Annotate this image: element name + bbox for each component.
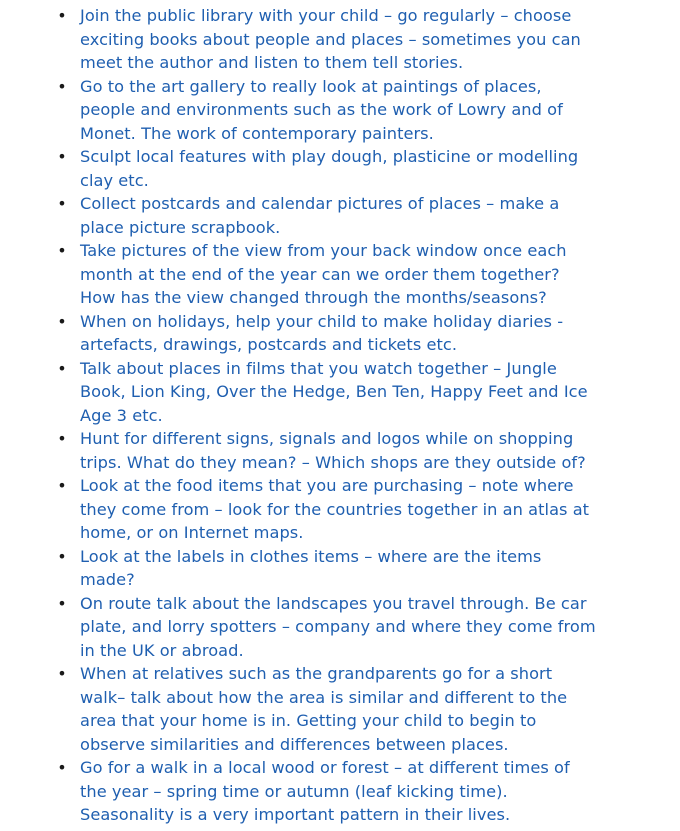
- list-item-text-line: How has the view changed through the months/seasons?: [80, 288, 547, 307]
- list-item-text-line: made?: [80, 570, 135, 589]
- list-item: [0, 4, 585, 75]
- list-item-text-line: the year – spring time or autumn (leaf kicking time).: [80, 781, 508, 801]
- bullet-icon: •: [57, 476, 67, 495]
- list-item-text-line: Book, Lion King, Over the Hedge, Ben Ten, Happy Feet and Ice: [80, 382, 588, 401]
- list-item-text-line: walk– talk about how the area is similar and different to the: [80, 687, 568, 707]
- list-item: [0, 474, 590, 545]
- list-item: [0, 75, 585, 146]
- bullet-icon: •: [57, 429, 67, 448]
- list-item-text-line: Sculpt local features with play dough, plasticine or modelling: [80, 147, 579, 166]
- bullet-icon: •: [57, 593, 67, 613]
- list-item: [0, 662, 585, 756]
- list-item: [0, 357, 588, 428]
- list-item-text-line: On route talk about the landscapes you travel through. Be car: [80, 593, 587, 613]
- list-item: [0, 192, 585, 239]
- bullet-icon: •: [57, 546, 67, 566]
- list-item-text-line: artefacts, drawings, postcards and tickets etc.: [80, 335, 458, 354]
- list-item-text-line: trips. What do they mean? – Which shops are they outside of?: [80, 452, 586, 472]
- list-item-text-line: people and environments such as the work of Lowry and of: [80, 100, 563, 119]
- list-item-text-line: Collect postcards and calendar pictures of places – make a: [80, 194, 560, 213]
- list-item-text-line: place picture scrapbook.: [80, 217, 281, 237]
- list-item: [0, 310, 585, 357]
- list-item: [0, 592, 596, 663]
- list-item-text-line: plate, and lorry spotters – company and where they come from: [80, 617, 596, 636]
- list-item-text-line: observe similarities and differences between places.: [80, 734, 509, 754]
- list-item-text-line: Take pictures of the view from your back window once each: [80, 241, 567, 260]
- list-item: [0, 427, 585, 474]
- list-item-text-line: Age 3 etc.: [80, 405, 163, 425]
- list-item-text-line: Monet. The work of contemporary painters.: [80, 123, 434, 143]
- bullet-icon: •: [57, 758, 67, 777]
- list-item-text-line: clay etc.: [80, 170, 149, 190]
- list-item-text-line: Go for a walk in a local wood or forest – at different times of: [80, 758, 570, 777]
- bullet-icon: •: [57, 311, 67, 331]
- bullet-icon: •: [57, 358, 67, 378]
- list-item-text-line: Seasonality is a very important pattern in their lives.: [80, 805, 511, 824]
- list-item: [0, 545, 585, 592]
- bullet-icon: •: [57, 76, 67, 96]
- list-item-text-line: month at the end of the year can we order them together?: [80, 264, 560, 284]
- list-item-text-line: Talk about places in films that you watch together – Jungle: [80, 358, 557, 378]
- list-item-text-line: they come from – look for the countries together in an atlas at: [80, 499, 590, 519]
- list-item-text-line: Look at the food items that you are purchasing – note where: [80, 476, 574, 495]
- list-item: [0, 239, 585, 310]
- list-item-text-line: Hunt for different signs, signals and logos while on shopping: [80, 429, 574, 448]
- list-item-text-line: Look at the labels in clothes items – where are the items: [80, 546, 542, 566]
- list-item-text-line: When at relatives such as the grandparents go for a short: [80, 664, 553, 683]
- bullet-icon: •: [57, 664, 67, 683]
- bullet-icon: •: [57, 241, 67, 260]
- list-item-text-line: Join the public library with your child – go regularly – choose: [80, 6, 572, 25]
- list-item-text-line: Go to the art gallery to really look at paintings of places,: [80, 76, 542, 96]
- list-item-text-line: area that your home is in. Getting your child to begin to: [80, 711, 537, 730]
- bullet-icon: •: [57, 194, 67, 213]
- list-item-text-line: home, or on Internet maps.: [80, 523, 304, 542]
- list-item: [0, 145, 585, 192]
- bullet-icon: •: [57, 6, 67, 25]
- list-item: [0, 756, 585, 827]
- list-item-text-line: When on holidays, help your child to make holiday diaries -: [80, 311, 564, 331]
- list-item-text-line: in the UK or abroad.: [80, 640, 244, 660]
- list-item-text-line: exciting books about people and places – sometimes you can: [80, 29, 581, 49]
- list-item-text-line: meet the author and listen to them tell stories.: [80, 53, 464, 72]
- bullet-icon: •: [57, 147, 67, 166]
